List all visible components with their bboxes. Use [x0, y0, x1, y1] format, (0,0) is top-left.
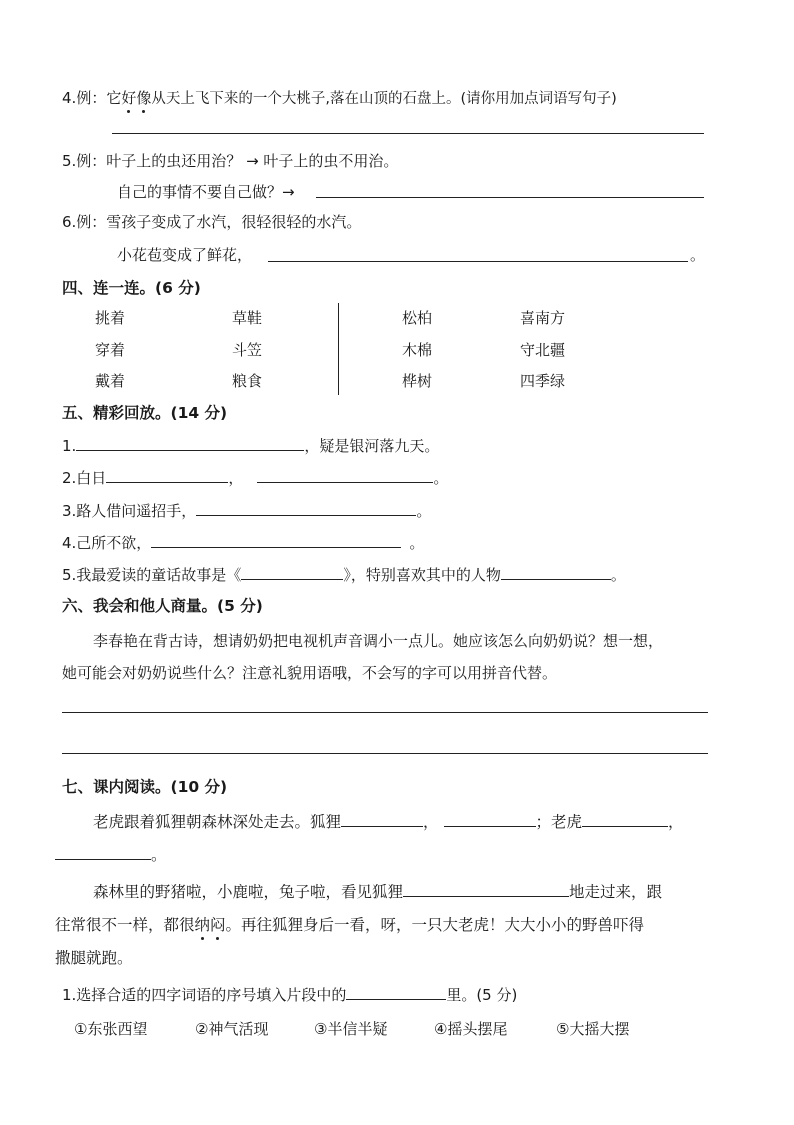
q4-number: 4.: [62, 89, 77, 107]
q4-answer-line[interactable]: [112, 133, 704, 134]
section6-title: 六、我会和他人商量。(5 分): [62, 597, 263, 615]
s5-l5-pre: 5.我最爱读的童话故事是《: [62, 566, 242, 584]
section5-title: 五、精彩回放。(14 分): [62, 404, 228, 422]
q4-dot-char-2: 像: [136, 89, 152, 107]
s7-p2-l2-a: 往常很不一样，都很: [55, 916, 195, 934]
s4-item-3[interactable]: 粮食: [232, 372, 263, 390]
s6-answer-line-1[interactable]: [62, 712, 708, 713]
section7-title: 七、课内阅读。(10 分): [62, 778, 228, 796]
s7-para2-line1: [93, 880, 662, 902]
q4-prompt: [62, 87, 617, 108]
q6-answer-line[interactable]: [268, 261, 688, 262]
s4-tree-1[interactable]: 松柏: [402, 309, 433, 327]
q6-end: 。: [690, 246, 706, 264]
s7-option-4[interactable]: ④摇头摆尾: [434, 1020, 508, 1038]
s5-l2-blank-2[interactable]: [257, 468, 433, 483]
s6-para-2: 她可能会对奶奶说些什么？注意礼貌用语哦，不会写的字可以用拼音代替。: [62, 664, 558, 682]
q5-answer-line[interactable]: [316, 197, 704, 198]
s7-p1-comma: ，: [423, 813, 439, 831]
q4-dot-char-1: 好: [121, 89, 137, 107]
s7-p1-blank-1[interactable]: [341, 812, 423, 827]
s7-dot-char-1: 纳: [194, 916, 211, 934]
q6-prompt: 小花苞变成了鲜花，: [117, 246, 253, 264]
s5-l2-mid: ，: [228, 469, 244, 487]
s5-line-2: [62, 467, 448, 488]
s7-q1-pre: 1.选择合适的四字词语的序号填入片段中的: [62, 986, 347, 1004]
s5-l1-num: 1.: [62, 437, 77, 455]
s5-line-4: [62, 532, 424, 553]
s7-q1: [62, 984, 517, 1005]
s4-left-2[interactable]: 穿着: [95, 341, 126, 359]
s4-left-1[interactable]: 挑着: [95, 309, 126, 327]
s6-para-1: 李春艳在背古诗，想请奶奶把电视机声音调小一点儿。她应该怎么向奶奶说？想一想，: [93, 632, 664, 650]
s5-l5-mid: 》，特别喜欢其中的人物: [343, 566, 501, 584]
s4-trait-1[interactable]: 喜南方: [520, 309, 566, 327]
s5-l2-pre: 2.白日: [62, 469, 107, 487]
q5-question: 自己的事情不要自己做？→: [117, 183, 295, 201]
q4-pre: 例：它: [76, 89, 122, 107]
s7-para1-line1: [93, 810, 684, 832]
s7-p1-comma2: ，: [668, 813, 684, 831]
q4-post: 从天上飞下来的一个大桃子,落在山顶的石盘上。(请你用加点词语写句子): [151, 91, 617, 107]
s5-l5-end: 。: [610, 566, 626, 584]
s7-p2-post: 地走过来，跟: [569, 883, 663, 901]
q6-example: 6.例：雪孩子变成了水汽，很轻很轻的水汽。: [62, 213, 362, 231]
section4-title: 四、连一连。(6 分): [62, 279, 201, 297]
s7-para2-line2: [55, 913, 644, 935]
s5-l4-blank[interactable]: [151, 533, 401, 548]
s7-p1-pre: 老虎跟着狐狸朝森林深处走去。狐狸: [93, 813, 342, 831]
s4-item-1[interactable]: 草鞋: [232, 309, 263, 327]
column-divider: [338, 303, 339, 395]
s4-left-3[interactable]: 戴着: [95, 372, 126, 390]
s7-q1-post: 里。(5 分): [446, 986, 518, 1004]
s5-line-3: [62, 500, 431, 521]
s5-line-5: [62, 564, 626, 585]
s4-item-2[interactable]: 斗笠: [232, 341, 263, 359]
q5-example: 5.例：叶子上的虫还用治？ → 叶子上的虫不用治。: [62, 152, 399, 170]
s7-p2-blank[interactable]: [403, 882, 569, 897]
s4-trait-3[interactable]: 四季绿: [520, 372, 566, 390]
s5-l2-end: 。: [433, 469, 449, 487]
s7-option-2[interactable]: ②神气活现: [195, 1020, 269, 1038]
s7-para1-line2: [55, 843, 167, 865]
s6-answer-line-2[interactable]: [62, 753, 708, 754]
s7-p1-semi: ；老虎: [535, 813, 583, 831]
s7-p1-blank-3[interactable]: [582, 812, 668, 827]
s7-dot-char-2: 闷: [210, 916, 226, 934]
s5-l4-end: 。: [409, 534, 425, 552]
s7-option-3[interactable]: ③半信半疑: [314, 1020, 388, 1038]
s4-tree-3[interactable]: 桦树: [402, 372, 433, 390]
s5-l3-blank[interactable]: [196, 501, 416, 516]
s4-tree-2[interactable]: 木棉: [402, 341, 433, 359]
s5-l1-post: ，疑是银河落九天。: [304, 437, 440, 455]
s7-p1-blank-2[interactable]: [444, 812, 536, 827]
s7-p1-blank-4[interactable]: [55, 845, 151, 860]
s7-p2-pre: 森林里的野猪啦，小鹿啦，兔子啦，看见狐狸: [93, 883, 404, 901]
s5-l3-pre: 3.路人借问遥招手，: [62, 502, 197, 520]
s7-p2-l2-b: 。再往狐狸身后一看，呀，一只大老虎！大大小小的野兽吓得: [225, 916, 645, 934]
s5-line-1: [62, 435, 439, 456]
s5-l5-blank-1[interactable]: [241, 565, 343, 580]
s5-l4-pre: 4.己所不欲，: [62, 534, 152, 552]
s5-l1-blank[interactable]: [76, 436, 304, 451]
s5-l2-blank-1[interactable]: [106, 468, 228, 483]
s7-q1-blank[interactable]: [346, 985, 446, 1000]
s5-l5-blank-2[interactable]: [501, 565, 611, 580]
s4-trait-2[interactable]: 守北疆: [520, 341, 566, 359]
s7-para2-line3: 撒腿就跑。: [55, 949, 133, 967]
s7-option-1[interactable]: ①东张西望: [74, 1020, 148, 1038]
s7-option-5[interactable]: ⑤大摇大摆: [556, 1020, 630, 1038]
s7-p1-end: 。: [151, 846, 167, 864]
s5-l3-end: 。: [416, 502, 432, 520]
